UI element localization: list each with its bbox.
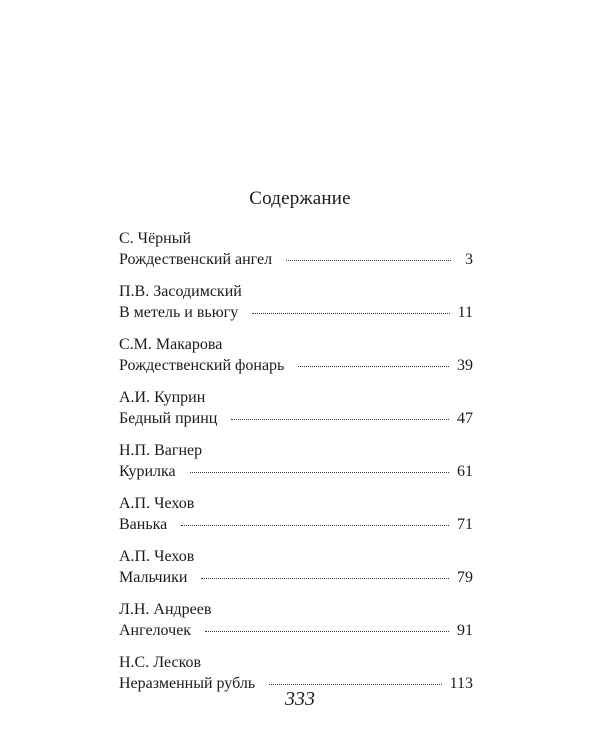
toc-line bbox=[119, 622, 473, 640]
dot-leader bbox=[181, 524, 449, 526]
toc-line bbox=[119, 569, 473, 587]
page-number: 333 bbox=[285, 688, 315, 710]
toc-page-number: 113 bbox=[449, 675, 473, 692]
toc-page-number: 39 bbox=[457, 357, 473, 374]
dot-leader bbox=[286, 259, 451, 261]
toc-page-number: 79 bbox=[457, 569, 473, 586]
toc-author: П.В. Засодимский bbox=[119, 283, 242, 300]
toc-author: А.П. Чехов bbox=[119, 548, 195, 565]
toc-work-title: Ангелочек bbox=[119, 622, 192, 639]
toc-entry bbox=[119, 279, 473, 332]
dot-leader bbox=[269, 683, 441, 685]
toc-author: Н.С. Лесков bbox=[119, 654, 202, 671]
table-of-contents bbox=[119, 226, 473, 703]
toc-page-number: 71 bbox=[457, 516, 473, 533]
toc-work-title: Курилка bbox=[119, 463, 176, 480]
toc-work-title: Рождественский фонарь bbox=[119, 357, 285, 374]
toc-page-number: 91 bbox=[457, 622, 473, 639]
toc-work-title: Бедный принц bbox=[119, 410, 218, 427]
toc-entry bbox=[119, 226, 473, 279]
dot-leader bbox=[205, 630, 449, 632]
toc-line bbox=[119, 410, 473, 428]
toc-work-title: Неразменный рубль bbox=[119, 675, 256, 692]
toc-work-title: Мальчики bbox=[119, 569, 188, 586]
toc-work-title: Рождественский ангел bbox=[119, 251, 273, 268]
toc-line bbox=[119, 251, 473, 269]
dot-leader bbox=[201, 577, 449, 579]
toc-line bbox=[119, 463, 473, 481]
toc-entry bbox=[119, 385, 473, 438]
toc-line bbox=[119, 357, 473, 375]
toc-line bbox=[119, 304, 473, 322]
dot-leader bbox=[298, 365, 449, 367]
toc-entry bbox=[119, 544, 473, 597]
toc-author: А.П. Чехов bbox=[119, 495, 195, 512]
toc-entry bbox=[119, 438, 473, 491]
toc-author: Л.Н. Андреев bbox=[119, 601, 212, 618]
toc-page-number: 47 bbox=[457, 410, 473, 427]
toc-line bbox=[119, 516, 473, 534]
page-title: Содержание bbox=[249, 188, 351, 209]
toc-page-number: 3 bbox=[465, 251, 473, 268]
toc-author: А.И. Куприн bbox=[119, 389, 206, 406]
toc-author: Н.П. Вагнер bbox=[119, 442, 203, 459]
dot-leader bbox=[252, 312, 449, 314]
dot-leader bbox=[190, 471, 449, 473]
toc-entry bbox=[119, 332, 473, 385]
toc-author: С. Чёрный bbox=[119, 230, 192, 247]
toc-work-title: В метель и вьюгу bbox=[119, 304, 239, 321]
toc-entry bbox=[119, 597, 473, 650]
toc-page-number: 61 bbox=[457, 463, 473, 480]
toc-author: С.М. Макарова bbox=[119, 336, 223, 353]
dot-leader bbox=[231, 418, 449, 420]
toc-work-title: Ванька bbox=[119, 516, 168, 533]
toc-entry bbox=[119, 491, 473, 544]
toc-page-number: 11 bbox=[457, 304, 473, 321]
